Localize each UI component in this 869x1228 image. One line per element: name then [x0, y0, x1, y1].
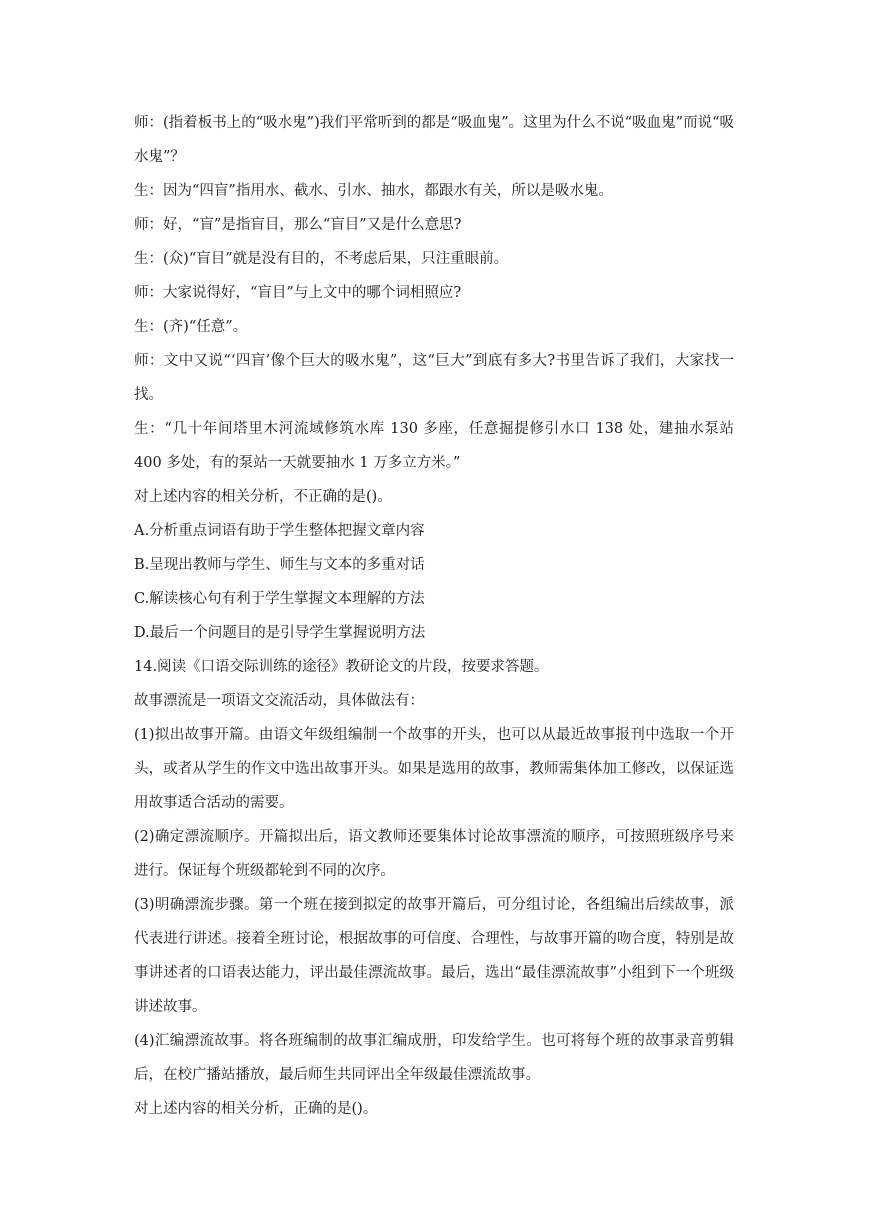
question-13-stem: 对上述内容的相关分析，不正确的是()。: [134, 489, 392, 505]
dialogue-teacher-4: 师：文中又说“‘四盲’像个巨大的吸水鬼”，这“巨大”到底有多大?书里告诉了我们，大家找一找。: [134, 353, 734, 403]
passage-step-3: (3)明确漂流步骤。第一个班在接到拟定的故事开篇后，可分组讨论，各组编出后续故事，派代表进行讲述。接着全班讨论，根据故事的可信度、合理性，与故事开篇的吻合度，特别是故事讲述者的口语表达能力，评出最佳漂流故事。最后，选出“最佳漂流故事”小组到下一个班级讲述故事。: [134, 897, 734, 1015]
option-c: C.解读核心句有利于学生掌握文本理解的方法: [134, 591, 425, 607]
dialogue-student-1: 生：因为“四盲”指用水、截水、引水、抽水，都跟水有关，所以是吸水鬼。: [134, 183, 613, 199]
dialogue-teacher-3: 师：大家说得好，“盲目”与上文中的哪个词相照应?: [134, 285, 462, 301]
option-d: D.最后一个问题目的是引导学生掌握说明方法: [134, 625, 426, 641]
question-14-heading: 14.阅读《口语交际训练的途径》教研论文的片段，按要求答题。: [134, 659, 549, 675]
dialogue-student-4: 生：“几十年间塔里木河流域修筑水库 130 多座，任意掘提修引水口 138 处，建抽水泵站 400 多处，有的泵站一天就要抽水 1 万多立方米。”: [134, 421, 734, 471]
option-b: B.呈现出教师与学生、师生与文本的多重对话: [134, 557, 425, 573]
question-14-stem: 对上述内容的相关分析，正确的是()。: [134, 1101, 378, 1117]
option-a: A.分析重点词语有助于学生整体把握文章内容: [134, 523, 425, 539]
dialogue-student-2: 生：(众)“盲目”就是没有目的，不考虑后果，只注重眼前。: [134, 251, 509, 267]
dialogue-teacher-2: 师：好，“盲”是指盲目，那么“盲目”又是什么意思?: [134, 217, 462, 233]
dialogue-teacher-1: 师：(指着板书上的“吸水鬼”)我们平常听到的都是“吸血鬼”。这里为什么不说“吸血鬼”而说“吸水鬼”？: [134, 115, 734, 165]
passage-step-1: (1)拟出故事开篇。由语文年级组编制一个故事的开头，也可以从最近故事报刊中选取一个开头，或者从学生的作文中选出故事开头。如果是选用的故事，教师需集体加工修改，以保证选用故事适合活动的需要。: [134, 727, 734, 811]
dialogue-student-3: 生：(齐)“任意”。: [134, 319, 248, 335]
document-body: [134, 106, 734, 1126]
passage-step-2: (2)确定漂流顺序。开篇拟出后，语文教师还要集体讨论故事漂流的顺序，可按照班级序号来进行。保证每个班级都轮到不同的次序。: [134, 829, 734, 879]
passage-step-4: (4)汇编漂流故事。将各班编制的故事汇编成册，印发给学生。也可将每个班的故事录音剪辑后，在校广播站播放，最后师生共同评出全年级最佳漂流故事。: [134, 1033, 734, 1083]
passage-intro: 故事漂流是一项语文交流活动，具体做法有：: [134, 693, 424, 709]
